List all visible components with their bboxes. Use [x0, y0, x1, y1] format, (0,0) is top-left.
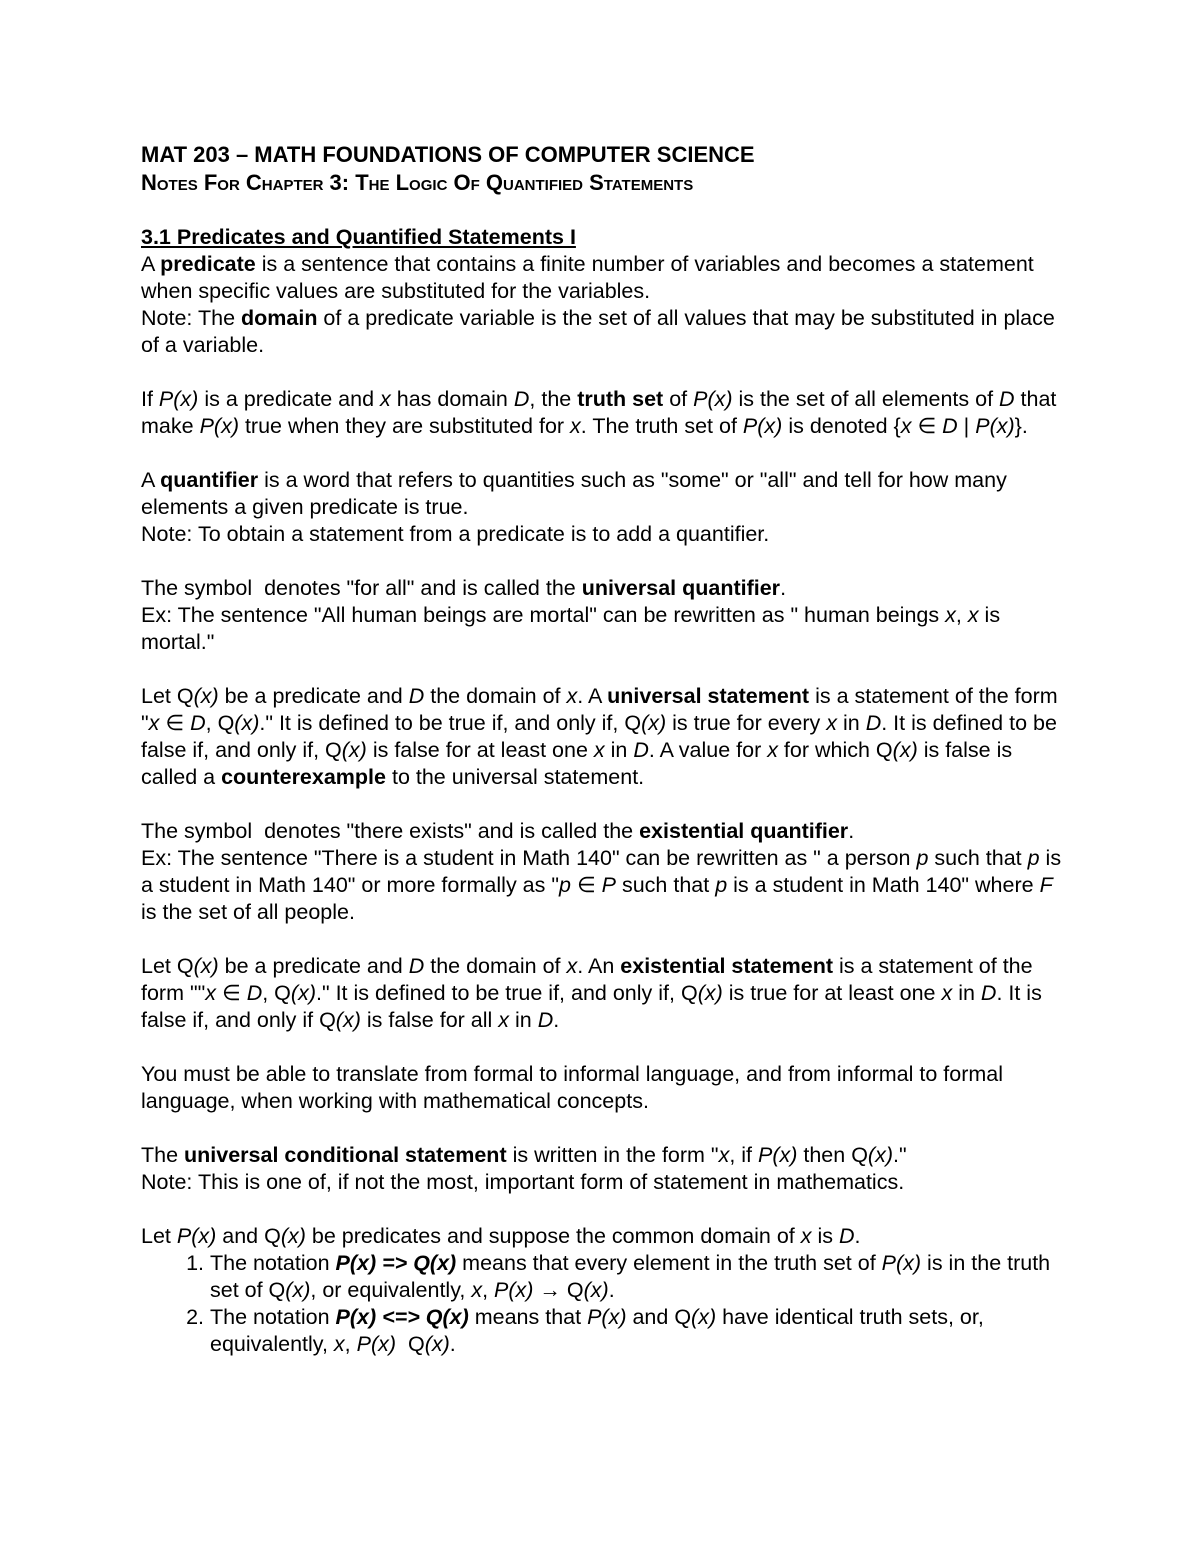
document-title: MAT 203 – MATH FOUNDATIONS OF COMPUTER SCIENCE — [141, 142, 755, 167]
existential-quantifier-definition: The symbol denotes "there exists" and is called the existential quantifier. — [141, 819, 855, 843]
document-body — [141, 141, 1071, 1358]
existential-statement-definition: Let Q(x) be a predicate and D the domain of x. An existential statement is a statement of the form ""x ∈ D, Q(x)." It is defined to be true if, and only if, Q(x) is true for at least one x in D. It is false if, and only if Q(x) is false for all x in D. — [141, 954, 1042, 1032]
universal-conditional-definition: The universal conditional statement is written in the form "x, if P(x) then Q(x)." — [141, 1143, 907, 1167]
document-subtitle: Notes For Chapter 3: The Logic Of Quantified Statements — [141, 170, 694, 195]
notation-list — [141, 1250, 1071, 1358]
existential-quantifier-example: Ex: The sentence "There is a student in Math 140" can be rewritten as " a person p such that p is a student in Math 140" or more formally as "p ∈ P such that p is a student in Math 140" where F is the set of all people. — [141, 846, 1062, 924]
list-item: 1. The notation P(x) => Q(x) means that every element in the truth set of P(x) is in the truth set of Q(x), or equivalently, x, P(x) → Q(x). — [210, 1250, 1071, 1304]
truth-set-definition: If P(x) is a predicate and x has domain D, the truth set of P(x) is the set of all elements of D that make P(x) true when they are substituted for x. The truth set of P(x) is denoted {x ∈ D | P(x)}. — [141, 387, 1057, 438]
quantifier-note: Note: To obtain a statement from a predicate is to add a quantifier. — [141, 522, 770, 546]
predicate-definition: A predicate is a sentence that contains a finite number of variables and becomes a statement when specific values are substituted for the variables. — [141, 252, 1034, 303]
universal-statement-definition: Let Q(x) be a predicate and D the domain of x. A universal statement is a statement of the form "x ∈ D, Q(x)." It is defined to be true if, and only if, Q(x) is true for every x in D. It is defined to be false if, and only if, Q(x) is false for at least one x in D. A value for x for which Q(x) is false is called a counterexample to the universal statement. — [141, 684, 1058, 789]
universal-quantifier-definition: The symbol denotes "for all" and is called the universal quantifier. — [141, 576, 787, 600]
right-arrow-icon: → — [539, 1278, 561, 1302]
quantifier-definition: A quantifier is a word that refers to quantities such as "some" or "all" and tell for how many elements a given predicate is true. — [141, 468, 1007, 519]
universal-conditional-note: Note: This is one of, if not the most, important form of statement in mathematics. — [141, 1170, 905, 1194]
notation-intro: Let P(x) and Q(x) be predicates and suppose the common domain of x is D. — [141, 1224, 861, 1248]
universal-quantifier-example: Ex: The sentence "All human beings are mortal" can be rewritten as " human beings x, x is mortal." — [141, 603, 1001, 654]
list-item: 2. The notation P(x) <=> Q(x) means that P(x) and Q(x) have identical truth sets, or, equivalently, x, P(x) Q(x). — [210, 1304, 1071, 1358]
translation-note: You must be able to translate from formal to informal language, and from informal to formal language, when working with mathematical concepts. — [141, 1062, 1004, 1113]
section-heading: 3.1 Predicates and Quantified Statements I — [141, 225, 576, 249]
domain-note: Note: The domain of a predicate variable is the set of all values that may be substituted in place of a variable. — [141, 306, 1055, 357]
